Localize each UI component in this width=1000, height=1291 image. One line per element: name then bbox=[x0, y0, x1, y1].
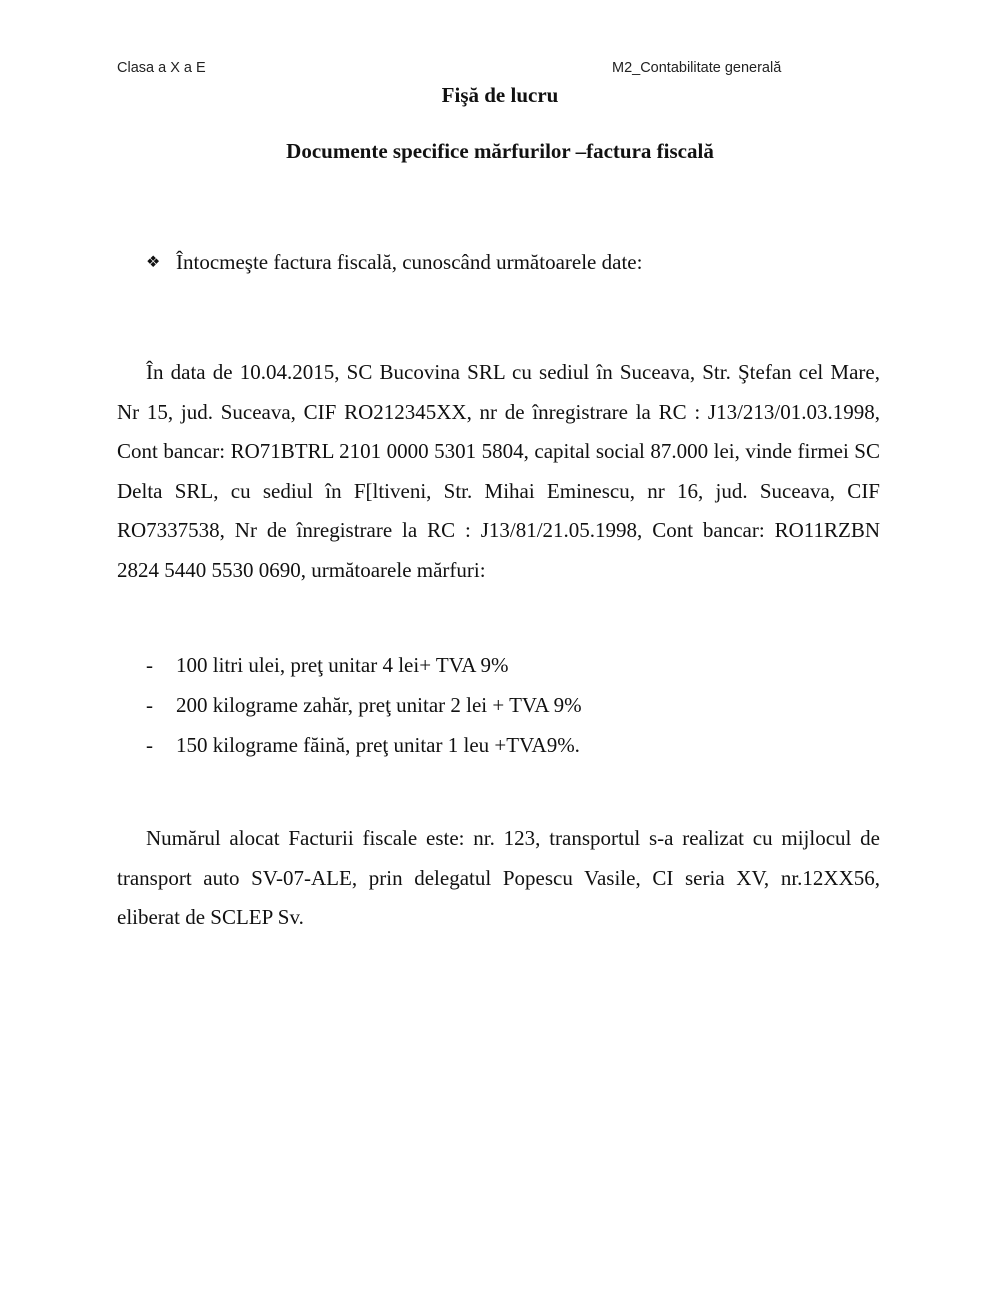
header-class-label: Clasa a X a E bbox=[117, 60, 206, 76]
invoice-details-paragraph: Numărul alocat Facturii fiscale este: nr. 123, transportul s-a realizat cu mijlocul de transport auto SV-07-ALE, prin delegatul Popescu Vasile, CI seria XV, nr.12XX56, eliberat de SCLEP Sv. bbox=[117, 826, 880, 929]
list-dash: - bbox=[146, 653, 153, 677]
header-module-label: M2_Contabilitate generală bbox=[612, 60, 782, 76]
list-dash: - bbox=[146, 693, 153, 717]
goods-item-text: 150 kilograme făină, preţ unitar 1 leu +TVA9%. bbox=[176, 733, 580, 757]
page-title: Fişă de lucru bbox=[441, 83, 559, 107]
list-item bbox=[146, 645, 582, 685]
transaction-paragraph: În data de 10.04.2015, SC Bucovina SRL cu sediul în Suceava, Str. Ştefan cel Mare, Nr 15, jud. Suceava, CIF RO212345XX, nr de înregistrare la RC : J13/213/01.03.1998, Cont bancar: RO71BTRL 2101 0000 5301 5804, capital social 87.000 lei, vinde firmei SC Delta SRL, cu sediul în F[ltiveni, Str. Mihai Eminescu, nr 16, jud. Suceava, CIF RO7337538, Nr de înregistrare la RC : J13/81/21.05.1998, Cont bancar: RO11RZBN 2824 5440 5530 0690, următoarele mărfuri: bbox=[117, 360, 880, 582]
list-item bbox=[146, 725, 582, 765]
diamond-bullet-icon: ❖ bbox=[146, 254, 161, 271]
list-dash: - bbox=[146, 733, 153, 757]
instruction bbox=[146, 250, 642, 275]
list-item bbox=[146, 685, 582, 725]
goods-list bbox=[146, 645, 582, 765]
goods-item-text: 100 litri ulei, preţ unitar 4 lei+ TVA 9% bbox=[176, 653, 509, 677]
goods-item-text: 200 kilograme zahăr, preţ unitar 2 lei + TVA 9% bbox=[176, 693, 582, 717]
instruction-text: Întocmeşte factura fiscală, cunoscând următoarele date: bbox=[176, 250, 643, 274]
page-subtitle: Documente specifice mărfurilor –factura fiscală bbox=[286, 139, 714, 163]
